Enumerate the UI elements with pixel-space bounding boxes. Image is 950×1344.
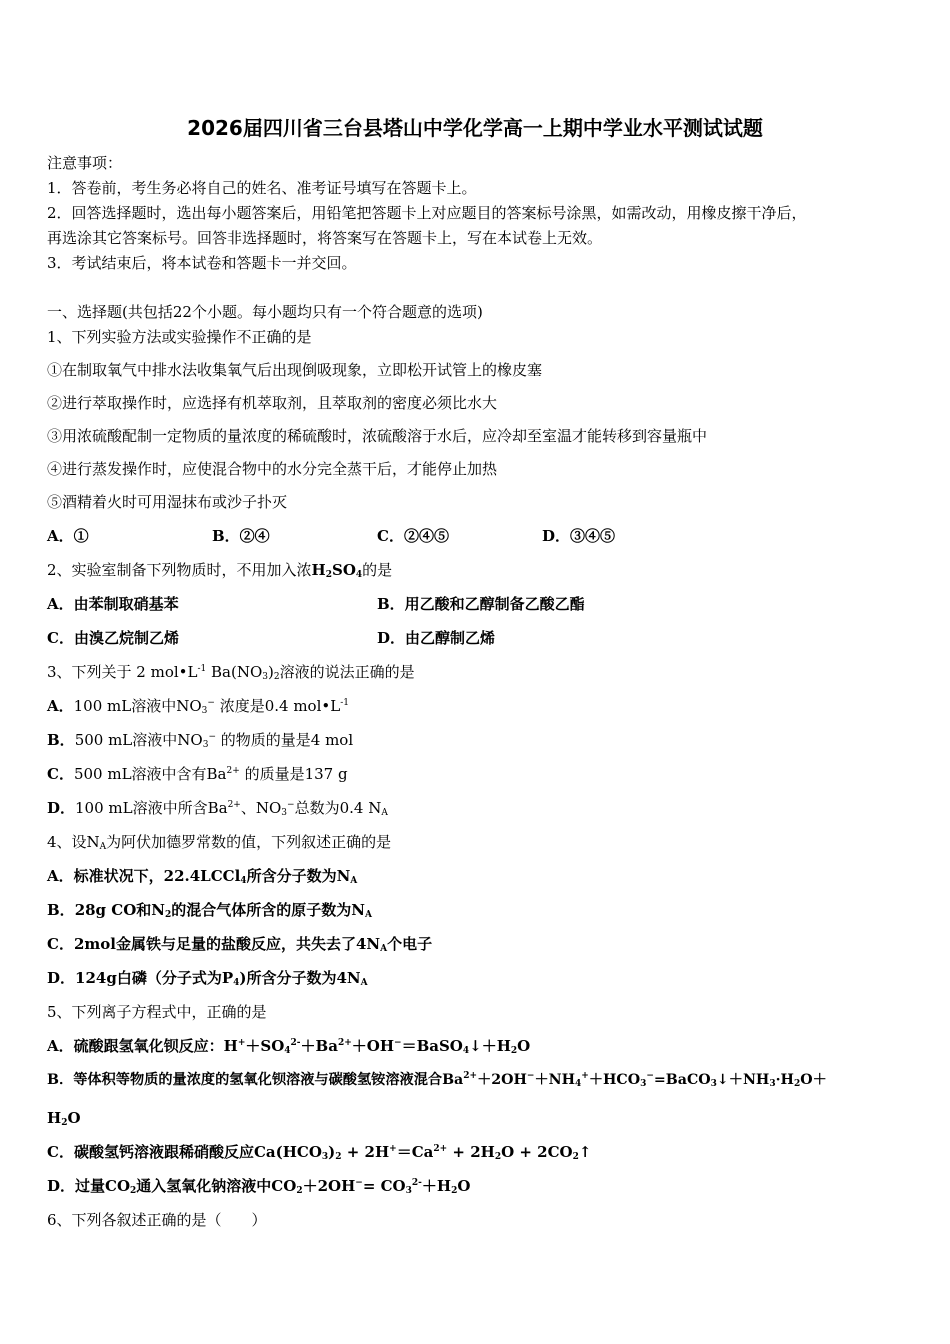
notice-heading: 注意事项： — [47, 154, 123, 172]
option-d: D．过量$CO_2$通入氢氧化钠溶液中$CO_2+2OH^-= CO_3^{2-}+H_2O$ — [47, 1177, 471, 1196]
option-b: B．用乙酸和乙醇制备乙酸乙酯 — [377, 595, 585, 613]
notice-item: 再选涂其它答案标号。回答非选择题时，将答案写在答题卡上，写在本试卷上无效。 — [47, 229, 603, 247]
option-d: D．③④⑤ — [542, 527, 616, 545]
option-a: A．100 mL溶液中$NO_3^-$ 浓度是0.4 $mol•L^{-1}$ — [47, 697, 349, 716]
option-a: A．标准状况下，22.4LCCl$_4$所含分子数为$N_A$ — [47, 867, 358, 886]
notice-item: 2．回答选择题时，选出每小题答案后，用铅笔把答题卡上对应题目的答案标号涂黑，如需改动，用橡皮擦干净后， — [47, 204, 807, 222]
option-a: A．① — [47, 527, 89, 545]
question-1-stem: 1、下列实验方法或实验操作不正确的是 — [47, 328, 312, 346]
question-6-stem: 6、下列各叙述正确的是（ ） — [47, 1211, 267, 1229]
option-c: C．由溴乙烷制乙烯 — [47, 629, 179, 647]
question-5-stem: 5、下列离子方程式中，正确的是 — [47, 1003, 267, 1021]
question-3-stem: 3、下列关于 2 $mol•L^{-1}$ $Ba(NO_3)_2$溶液的说法正确的是 — [47, 663, 415, 682]
option-d: D．由乙醇制乙烯 — [377, 629, 496, 647]
option-c: C．2mol金属铁与足量的盐酸反应，共失去了$4N_A$个电子 — [47, 935, 433, 954]
question-4-stem: 4、设$N_A$为阿伏加德罗常数的值，下列叙述正确的是 — [47, 833, 392, 852]
option-c: C．②④⑤ — [377, 527, 449, 545]
option-d: D．124g白磷（分子式为$P_4$)所含分子数为$4N_A$ — [47, 969, 368, 988]
question-2-stem: 2、实验室制备下列物质时，不用加入浓$H_2SO_4$的是 — [47, 561, 393, 580]
statement: ②进行萃取操作时，应选择有机萃取剂，且萃取剂的密度必须比水大 — [47, 394, 498, 412]
option-c: C．500 mL溶液中含有$Ba^{2+}$ 的质量是137 g — [47, 765, 348, 783]
statement: ③用浓硫酸配制一定物质的量浓度的稀硫酸时，浓硫酸溶于水后，应冷却至室温才能转移到容量瓶中 — [47, 427, 708, 445]
option-c: C．碳酸氢钙溶液跟稀硝酸反应$Ca(HCO_3)_2 + 2H^+=Ca^{2+} + 2H_2O$ + $2CO_2↑$ — [47, 1143, 592, 1162]
page-title: 2026届四川省三台县塔山中学化学高一上期中学业水平测试试题 — [187, 116, 763, 140]
option-b: B．等体积等物质的量浓度的氢氧化钡溶液与碳酸氢铵溶液混合$Ba^{2+}+2OH^-+NH_4^++HCO_3^-=BaCO_3↓+NH_3\cdot H_2O+$ — [47, 1071, 827, 1089]
statement: ⑤酒精着火时可用湿抹布或沙子扑灭 — [47, 493, 288, 511]
option-b: B．500 mL溶液中$NO_3^-$ 的物质的量是4 mol — [47, 731, 354, 750]
option-a: A．硫酸跟氢氧化钡反应：$H^++SO_4^{2-}+Ba^{2+}+OH^-=BaSO_4↓+H_2O$ — [47, 1037, 531, 1056]
option-b: B．②④ — [212, 527, 270, 545]
notice-item: 1．答卷前，考生务必将自己的姓名、准考证号填写在答题卡上。 — [47, 179, 477, 197]
option-a: A．由苯制取硝基苯 — [47, 595, 179, 613]
statement: ④进行蒸发操作时，应使混合物中的水分完全蒸干后，才能停止加热 — [47, 460, 498, 478]
option-d: D．100 mL溶液中所含$Ba^{2+}$、$NO_3^-$总数为0.4 $N_A$ — [47, 799, 388, 818]
section-heading: 一、选择题(共包括22个小题。每小题均只有一个符合题意的选项) — [47, 303, 483, 321]
option-b-continued: $H_2O$ — [47, 1109, 81, 1128]
option-b: B．28g CO和$N_2$的混合气体所含的原子数为$N_A$ — [47, 901, 372, 920]
notice-item: 3．考试结束后，将本试卷和答题卡一并交回。 — [47, 254, 357, 272]
statement: ①在制取氧气中排水法收集氧气后出现倒吸现象，立即松开试管上的橡皮塞 — [47, 361, 543, 379]
